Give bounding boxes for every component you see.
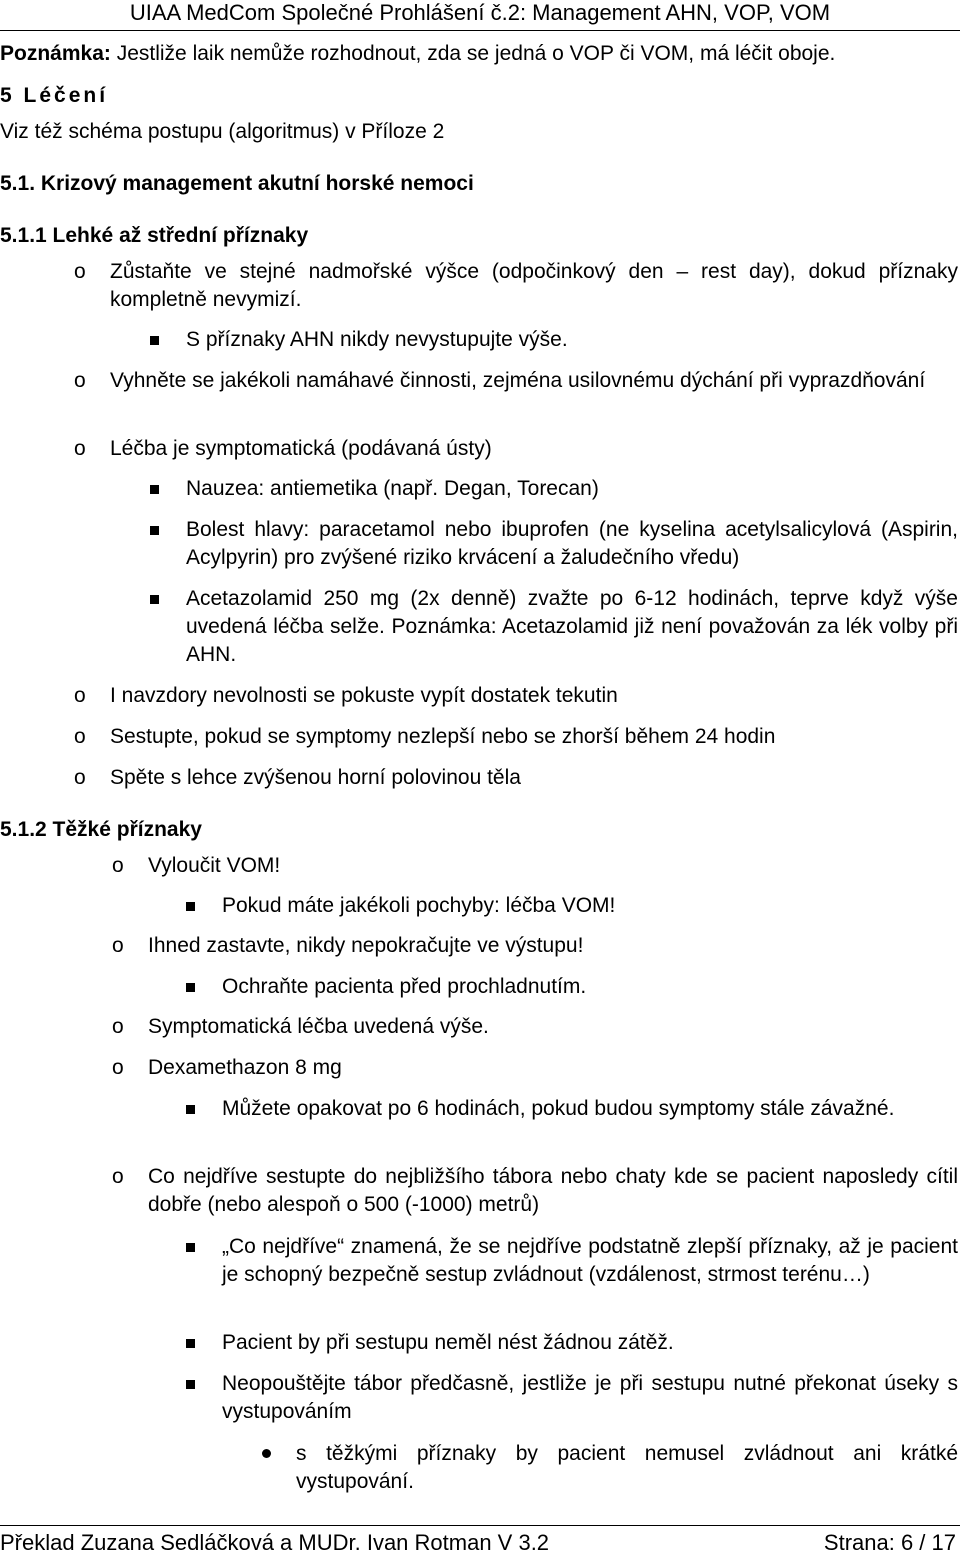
square-bullet bbox=[186, 1243, 195, 1252]
list-subitem: Neopouštějte tábor předčasně, jestliže je při sestupu nutné překonat úseky s vystupováním bbox=[222, 1372, 958, 1423]
list-item: Vyhněte se jakékoli namáhavé činnosti, zejména usilovnému dýchání při vyprazdňování bbox=[110, 369, 926, 392]
list-item: Ihned zastavte, nikdy nepokračujte ve výstupu! bbox=[148, 934, 584, 957]
list-item: Vyloučit VOM! bbox=[148, 854, 281, 877]
list-subitem: Acetazolamid 250 mg (2x denně) zvažte po 6-12 hodinách, teprve když výše uvedená léčba selže. Poznámka: Acetazolamid již není považován za lék volby při AHN. bbox=[186, 587, 958, 666]
list-item: Spěte s lehce zvýšenou horní polovinou těla bbox=[110, 766, 521, 789]
list-item: Zůstaňte ve stejné nadmořské výšce (odpočinkový den – rest day), dokud příznaky kompletně nevymizí. bbox=[110, 260, 958, 311]
square-bullet bbox=[186, 902, 195, 911]
section-5-heading: 5 Léčení bbox=[0, 84, 109, 107]
list-item: Symptomatická léčba uvedená výše. bbox=[148, 1015, 489, 1038]
bullet-marker: o bbox=[112, 1056, 124, 1079]
list-subitem: Pokud máte jakékoli pochyby: léčba VOM! bbox=[222, 894, 616, 917]
bullet-marker: o bbox=[74, 725, 86, 748]
bullet-marker: o bbox=[112, 934, 124, 957]
page-header: UIAA MedCom Společné Prohlášení č.2: Management AHN, VOP, VOM bbox=[129, 0, 831, 25]
list-subsubitem: s těžkými příznaky by pacient nemusel zvládnout ani krátké vystupování. bbox=[296, 1442, 958, 1493]
section-5-1-2-heading: 5.1.2 Těžké příznaky bbox=[0, 818, 202, 841]
list-item: I navzdory nevolnosti se pokuste vypít dostatek tekutin bbox=[110, 684, 618, 707]
section-5-reference: Viz též schéma postupu (algoritmus) v Příloze 2 bbox=[0, 120, 445, 143]
round-bullet bbox=[262, 1449, 271, 1458]
note-label: Poznámka: bbox=[0, 42, 111, 65]
square-bullet bbox=[150, 595, 159, 604]
list-subitem: Můžete opakovat po 6 hodinách, pokud budou symptomy stále závažné. bbox=[222, 1097, 895, 1120]
list-subitem: Nauzea: antiemetika (např. Degan, Torecan) bbox=[186, 477, 599, 500]
list-subitem: „Co nejdříve“ znamená, že se nejdříve podstatně zlepší příznaky, až je pacient je schopný bezpečně sestup zvládnout (vzdálenost, strmost terénu…) bbox=[222, 1235, 958, 1286]
footer-divider bbox=[0, 1525, 960, 1526]
bullet-marker: o bbox=[74, 684, 86, 707]
bullet-marker: o bbox=[74, 260, 86, 283]
square-bullet bbox=[186, 1339, 195, 1348]
note-text: Jestliže laik nemůže rozhodnout, zda se jedná o VOP či VOM, má léčit oboje. bbox=[110, 42, 836, 65]
list-item: Co nejdříve sestupte do nejbližšího tábora nebo chaty kde se pacient naposledy cítil dobře (nebo alespoň o 500 (-1000) metrů) bbox=[148, 1165, 958, 1216]
list-subitem: Ochraňte pacienta před prochladnutím. bbox=[222, 975, 587, 998]
square-bullet bbox=[186, 983, 195, 992]
list-subitem: S příznaky AHN nikdy nevystupujte výše. bbox=[186, 328, 568, 351]
list-item: Sestupte, pokud se symptomy nezlepší nebo se zhorší během 24 hodin bbox=[110, 725, 776, 748]
bullet-marker: o bbox=[112, 854, 124, 877]
header-divider bbox=[0, 30, 960, 31]
square-bullet bbox=[186, 1105, 195, 1114]
bullet-marker: o bbox=[74, 766, 86, 789]
footer-translator: Překlad Zuzana Sedláčková a MUDr. Ivan Rotman V 3.2 bbox=[0, 1530, 550, 1555]
footer-page-number: Strana: 6 / 17 bbox=[823, 1530, 956, 1555]
section-5-1-1-heading: 5.1.1 Lehké až střední příznaky bbox=[0, 224, 309, 247]
bullet-marker: o bbox=[74, 369, 86, 392]
bullet-marker: o bbox=[112, 1015, 124, 1038]
bullet-marker: o bbox=[74, 437, 86, 460]
list-item: Léčba je symptomatická (podávaná ústy) bbox=[110, 437, 492, 460]
section-5-1-heading: 5.1. Krizový management akutní horské nemoci bbox=[0, 172, 474, 195]
list-item: Dexamethazon 8 mg bbox=[148, 1056, 342, 1079]
note-paragraph bbox=[0, 40, 960, 68]
square-bullet bbox=[150, 485, 159, 494]
square-bullet bbox=[150, 336, 159, 345]
list-subitem: Pacient by při sestupu neměl nést žádnou zátěž. bbox=[222, 1331, 674, 1354]
list-subitem: Bolest hlavy: paracetamol nebo ibuprofen (ne kyselina acetylsalicylová (Aspirin, Acylpyrin) pro zvýšené riziko krvácení a žaludečního vředu) bbox=[186, 518, 958, 569]
square-bullet bbox=[186, 1380, 195, 1389]
bullet-marker: o bbox=[112, 1165, 124, 1188]
square-bullet bbox=[150, 526, 159, 535]
